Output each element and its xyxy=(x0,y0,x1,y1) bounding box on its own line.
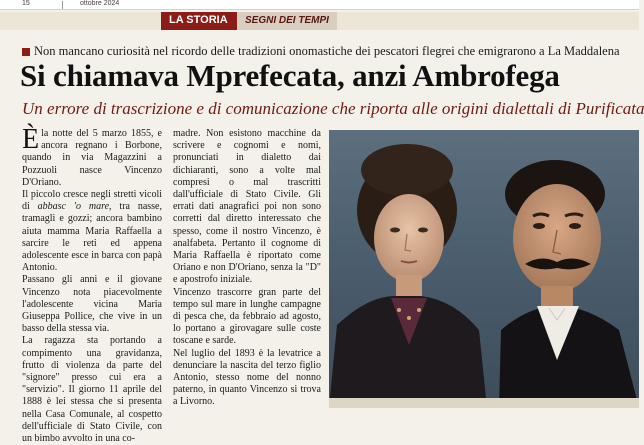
article-column-1 xyxy=(22,124,162,445)
drop-cap: È xyxy=(22,124,40,155)
section-tag: LA STORIA xyxy=(161,12,237,30)
paragraph-text: la notte del 5 marzo 1855, e ancora regnano i Borbone, quando in via Magazzini a Pozzuoli nasce Vincenzo D'Oriano. xyxy=(22,128,162,188)
article-photo xyxy=(329,130,639,408)
square-bullet-icon xyxy=(22,48,30,56)
paragraph: Nel luglio del 1893 è la levatrice a denunciare la nascita del terzo figlio Antonio, stesso nome del nonno paterno, in quanto Vincenzo si trova a Livorno. xyxy=(173,347,321,408)
article-headline: Si chiamava Mprefecata, anzi Ambrofega xyxy=(20,58,560,93)
paragraph-text: Il piccolo cresce negli stretti vicoli di xyxy=(22,189,162,213)
paragraph-text: , tra nasse, tramagli e gozzi; ancora bambino aiuta mamma Maria Raffaella a sarcire le reti ed appena adolescente esce in barca con papà Antonio. xyxy=(22,201,162,274)
couple-portrait-image xyxy=(329,130,639,408)
article-column-2 xyxy=(173,128,321,409)
section-bar-right xyxy=(337,12,639,30)
paragraph: La ragazza sta portando a compimento una gravidanza, frutto di violenza da parte del "signore" presso cui era a "servizio". Il giorno 11 aprile del 1888 è lei stessa che si presenta nella Casa Comunale, al cospetto dell'ufficiale di Stato Civile, con un bimbo avvolto in una co- xyxy=(22,335,162,445)
photo-bottom-strip xyxy=(329,398,639,408)
paragraph: madre. Non esistono macchine da scrivere e cognomi e nomi, pronunciati in dialetto dai dichiaranti, sono a volte mal compresi o mal trascritti dall'ufficiale di Stato Civile. Gli errati dati anagrafici poi non sono corretti dal diretto interessato che spesso, come il nostro Vincenzo, è analfabeta. Pertanto il cognome di Maria Raffaella è riportato come Oriano e non D'Oriano, senza la "D" e apostrofo iniziale. xyxy=(173,128,321,286)
section-subtitle: SEGNI DEI TEMPI xyxy=(237,12,337,30)
header-divider xyxy=(62,1,63,9)
issue-date: ottobre 2024 xyxy=(80,0,120,7)
paragraph xyxy=(22,189,162,274)
dialect-phrase: abbasc 'o mare xyxy=(37,201,110,213)
article-kicker xyxy=(22,44,620,59)
paragraph: Passano gli anni e il giovane Vincenzo nota piacevolmente l'adolescente vicina Maria Giuseppa Pollice, che vive in un basso della stessa via. xyxy=(22,274,162,335)
paragraph: Vincenzo trascorre gran parte del tempo sul mare in lunghe campagne di pesca che, da febbraio ad agosto, lo portano a girovagare sulle coste toscane e sarde. xyxy=(173,286,321,347)
section-bar-left xyxy=(0,12,161,30)
paragraph xyxy=(22,124,162,189)
page-number: 15 xyxy=(22,0,30,7)
article-deck: Un errore di trascrizione e di comunicazione che riporta alle origini dialettali di Purificata xyxy=(22,99,644,118)
page-header xyxy=(0,0,639,10)
kicker-text: Non mancano curiosità nel ricordo delle tradizioni onomastiche dei pescatori flegrei che emigrarono a La Maddalena xyxy=(34,44,620,58)
section-bar xyxy=(0,12,639,30)
